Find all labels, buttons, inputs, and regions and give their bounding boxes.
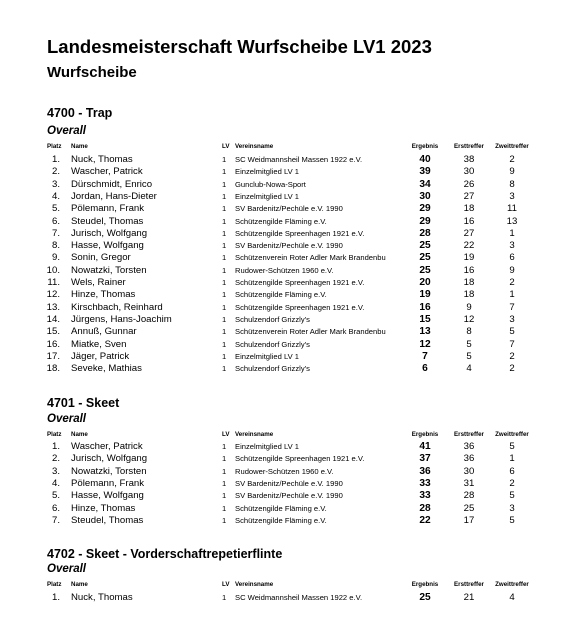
column-header-verein: Vereinsname (235, 581, 274, 588)
section-subtitle: Overall (47, 125, 86, 137)
cell-zweit: 8 (509, 178, 515, 190)
cell-erst: 5 (466, 350, 472, 362)
cell-name: Nuck, Thomas (71, 592, 133, 603)
cell-zweit: 5 (509, 490, 515, 502)
cell-lv: 1 (222, 503, 227, 513)
cell-ergebnis: 25 (419, 592, 431, 603)
cell-ergebnis: 29 (419, 203, 431, 215)
column-header-lv: LV (222, 431, 230, 438)
cell-platz: 1. (51, 154, 60, 165)
cell-verein: Einzelmitglied LV 1 (235, 442, 300, 451)
column-header-row (0, 580, 576, 590)
cell-verein: SV Bardenitz/Pechüle e.V. 1990 (235, 204, 343, 214)
section-title: 4700 - Trap (47, 106, 113, 120)
cell-erst: 18 (463, 277, 475, 288)
cell-ergebnis: 33 (419, 490, 431, 502)
cell-platz: 1. (51, 441, 60, 452)
cell-ergebnis: 37 (419, 453, 431, 465)
cell-lv: 1 (222, 478, 227, 488)
column-header-platz: Platz (47, 581, 62, 588)
cell-erst: 27 (463, 190, 475, 202)
cell-ergebnis: 25 (419, 240, 431, 252)
cell-verein: Einzelmitglied LV 1 (235, 167, 300, 177)
cell-ergebnis: 40 (419, 154, 431, 165)
cell-verein: SC Weidmannsheil Massen 1922 e.V. (235, 155, 363, 164)
section-title: 4701 - Skeet (47, 396, 120, 410)
cell-ergebnis: 16 (419, 301, 431, 313)
table-row (0, 203, 576, 215)
cell-ergebnis: 15 (419, 313, 431, 325)
cell-name: Hinze, Thomas (71, 289, 136, 301)
column-header-zweit: Zweittreffer (495, 581, 529, 588)
cell-name: Jurisch, Wolfgang (71, 227, 148, 239)
cell-name: Hinze, Thomas (71, 502, 136, 514)
cell-lv: 1 (222, 155, 227, 164)
table-row (0, 503, 576, 515)
table-row (0, 265, 576, 277)
cell-verein: Schützengilde Fläming e.V. (235, 216, 327, 226)
cell-ergebnis: 34 (419, 178, 431, 190)
cell-verein: SV Bardenitz/Pechüle e.V. 1990 (235, 241, 343, 251)
cell-verein: Gunclub-Nowa-Sport (235, 179, 306, 189)
cell-verein: Schützengilde Spreenhagen 1921 e.V. (235, 278, 365, 287)
table-row (0, 326, 576, 338)
table-row (0, 314, 576, 326)
cell-zweit: 1 (509, 227, 515, 239)
cell-zweit: 3 (509, 240, 515, 252)
cell-lv: 1 (222, 191, 227, 201)
cell-erst: 21 (463, 592, 475, 603)
cell-platz: 8. (51, 240, 60, 252)
cell-verein: Schützengilde Fläming e.V. (235, 290, 327, 300)
cell-lv: 1 (222, 228, 227, 238)
column-header-erst: Ersttreffer (454, 581, 484, 588)
cell-lv: 1 (222, 442, 227, 451)
cell-verein: Rudower-Schützen 1960 e.V. (235, 466, 334, 476)
cell-erst: 17 (463, 514, 475, 526)
cell-lv: 1 (222, 302, 227, 312)
cell-erst: 19 (463, 252, 475, 264)
cell-zweit: 5 (509, 326, 515, 338)
column-header-verein: Vereinsname (235, 431, 274, 438)
cell-ergebnis: 30 (419, 190, 431, 202)
table-row (0, 466, 576, 478)
cell-name: Seveke, Mathias (71, 363, 142, 375)
cell-lv: 1 (222, 204, 227, 214)
cell-platz: 11. (47, 277, 60, 288)
table-row (0, 240, 576, 252)
cell-platz: 13. (46, 301, 60, 313)
cell-verein: Rudower-Schützen 1960 e.V. (235, 265, 334, 275)
cell-name: Jürgens, Hans-Joachim (71, 313, 172, 325)
cell-name: Nowatzki, Torsten (71, 264, 147, 276)
cell-zweit: 1 (509, 453, 515, 465)
cell-name: Wascher, Patrick (71, 166, 143, 178)
column-header-lv: LV (222, 581, 230, 588)
cell-verein: Schützenverein Roter Adler Mark Brandenbu (235, 253, 386, 263)
cell-lv: 1 (222, 364, 227, 374)
page-subtitle: Wurfscheibe (47, 64, 137, 81)
cell-platz: 2. (51, 166, 60, 178)
cell-zweit: 3 (509, 502, 515, 514)
column-header-zweit: Zweittreffer (495, 431, 529, 438)
cell-name: Jäger, Patrick (71, 350, 130, 362)
cell-erst: 12 (463, 313, 475, 325)
cell-platz: 1. (51, 592, 60, 603)
column-header-name: Name (71, 431, 88, 438)
section-subtitle: Overall (47, 563, 86, 575)
cell-name: Pölemann, Frank (71, 203, 145, 215)
cell-erst: 31 (463, 477, 475, 489)
cell-platz: 18. (46, 363, 60, 375)
column-header-row (0, 430, 576, 440)
column-header-zweit: Zweittreffer (495, 143, 529, 150)
cell-lv: 1 (222, 327, 227, 337)
cell-lv: 1 (222, 241, 227, 251)
cell-lv: 1 (222, 314, 227, 324)
cell-erst: 16 (463, 264, 475, 276)
cell-name: Dürschmidt, Enrico (71, 178, 153, 190)
cell-platz: 6. (51, 215, 60, 227)
table-row (0, 515, 576, 527)
cell-zweit: 9 (509, 166, 515, 178)
cell-erst: 18 (463, 203, 475, 215)
table-row (0, 441, 576, 453)
cell-name: Jordan, Hans-Dieter (71, 190, 157, 202)
cell-verein: SC Weidmannsheil Massen 1922 e.V. (235, 593, 363, 602)
column-header-verein: Vereinsname (235, 143, 274, 150)
cell-verein: Schulzendorf Grizzly's (235, 314, 310, 324)
cell-platz: 3. (51, 465, 60, 477)
table-row (0, 252, 576, 264)
cell-erst: 30 (463, 166, 475, 178)
cell-platz: 9. (51, 252, 60, 264)
cell-ergebnis: 39 (419, 166, 431, 178)
section-title: 4702 - Skeet - Vorderschaftrepetierflinte (47, 547, 283, 561)
cell-verein: Schützengilde Spreenhagen 1921 e.V. (235, 302, 365, 312)
cell-zweit: 2 (509, 277, 515, 288)
table-row (0, 351, 576, 363)
cell-name: Miatke, Sven (71, 338, 127, 350)
cell-verein: Einzelmitglied LV 1 (235, 191, 300, 201)
cell-ergebnis: 25 (419, 264, 431, 276)
cell-erst: 18 (463, 289, 475, 301)
cell-verein: Schützengilde Fläming e.V. (235, 515, 327, 525)
cell-platz: 4. (51, 190, 60, 202)
cell-name: Steudel, Thomas (71, 215, 144, 227)
cell-zweit: 7 (509, 301, 515, 313)
cell-platz: 17. (46, 350, 60, 362)
cell-name: Pölemann, Frank (71, 477, 145, 489)
cell-verein: SV Bardenitz/Pechüle e.V. 1990 (235, 478, 343, 488)
cell-zweit: 9 (509, 264, 515, 276)
cell-verein: Schulzendorf Grizzly's (235, 339, 310, 349)
cell-platz: 14. (46, 313, 60, 325)
cell-lv: 1 (222, 351, 227, 361)
cell-name: Wascher, Patrick (71, 441, 143, 452)
cell-ergebnis: 22 (419, 514, 431, 526)
cell-zweit: 2 (509, 154, 515, 165)
cell-platz: 5. (51, 203, 60, 215)
cell-erst: 4 (466, 363, 472, 375)
cell-ergebnis: 13 (419, 326, 431, 338)
cell-platz: 10. (46, 264, 60, 276)
cell-verein: Schützengilde Fläming e.V. (235, 503, 327, 513)
cell-verein: Einzelmitglied LV 1 (235, 351, 300, 361)
column-header-erst: Ersttreffer (454, 143, 484, 150)
cell-name: Nowatzki, Torsten (71, 465, 147, 477)
cell-name: Kirschbach, Reinhard (71, 301, 163, 313)
page-title: Landesmeisterschaft Wurfscheibe LV1 2023 (47, 36, 432, 57)
cell-name: Annuß, Gunnar (71, 326, 137, 338)
table-row (0, 228, 576, 240)
cell-erst: 28 (463, 490, 475, 502)
table-row (0, 216, 576, 228)
cell-verein: Schützengilde Spreenhagen 1921 e.V. (235, 228, 365, 238)
table-row (0, 277, 576, 289)
cell-lv: 1 (222, 179, 227, 189)
cell-ergebnis: 36 (419, 465, 431, 477)
cell-zweit: 13 (506, 215, 518, 227)
section-subtitle: Overall (47, 413, 86, 425)
cell-name: Wels, Rainer (71, 277, 126, 288)
cell-platz: 7. (51, 514, 60, 526)
table-row (0, 302, 576, 314)
cell-zweit: 3 (509, 190, 515, 202)
cell-erst: 9 (466, 301, 472, 313)
cell-platz: 16. (46, 338, 60, 350)
cell-ergebnis: 19 (419, 289, 431, 301)
column-header-erst: Ersttreffer (454, 431, 484, 438)
cell-ergebnis: 28 (419, 227, 431, 239)
cell-ergebnis: 28 (419, 502, 431, 514)
cell-lv: 1 (222, 454, 227, 464)
cell-lv: 1 (222, 515, 227, 525)
cell-erst: 8 (466, 326, 472, 338)
cell-name: Sonin, Gregor (71, 252, 131, 264)
table-row (0, 191, 576, 203)
cell-erst: 27 (463, 227, 475, 239)
column-header-name: Name (71, 581, 88, 588)
cell-platz: 5. (51, 490, 60, 502)
cell-lv: 1 (222, 593, 227, 602)
cell-ergebnis: 7 (422, 350, 428, 362)
cell-lv: 1 (222, 216, 227, 226)
cell-name: Jurisch, Wolfgang (71, 453, 148, 465)
table-row (0, 478, 576, 490)
table-row (0, 592, 576, 604)
column-header-row (0, 142, 576, 152)
cell-zweit: 3 (509, 313, 515, 325)
cell-ergebnis: 25 (419, 252, 431, 264)
table-row (0, 154, 576, 166)
cell-zweit: 2 (509, 350, 515, 362)
cell-name: Steudel, Thomas (71, 514, 144, 526)
cell-erst: 16 (463, 215, 475, 227)
cell-zweit: 2 (509, 363, 515, 375)
cell-platz: 2. (51, 453, 60, 465)
cell-erst: 22 (463, 240, 475, 252)
cell-lv: 1 (222, 491, 227, 501)
cell-ergebnis: 41 (419, 441, 431, 452)
cell-erst: 36 (463, 441, 475, 452)
table-row (0, 363, 576, 375)
cell-erst: 25 (463, 502, 475, 514)
cell-zweit: 11 (507, 203, 517, 215)
table-row (0, 289, 576, 301)
cell-verein: Schulzendorf Grizzly's (235, 364, 310, 374)
column-header-ergebnis: Ergebnis (411, 431, 439, 438)
cell-ergebnis: 33 (419, 477, 431, 489)
cell-lv: 1 (222, 253, 227, 263)
column-header-name: Name (71, 143, 88, 150)
cell-verein: SV Bardenitz/Pechüle e.V. 1990 (235, 491, 343, 501)
cell-lv: 1 (222, 290, 227, 300)
cell-erst: 5 (466, 338, 472, 350)
cell-lv: 1 (222, 466, 227, 476)
cell-platz: 15. (46, 326, 60, 338)
cell-platz: 7. (51, 227, 60, 239)
column-header-platz: Platz (47, 431, 62, 438)
column-header-lv: LV (222, 143, 230, 150)
cell-zweit: 7 (509, 338, 515, 350)
cell-ergebnis: 6 (422, 363, 428, 375)
cell-erst: 30 (463, 465, 475, 477)
cell-verein: Schützenverein Roter Adler Mark Brandenbu (235, 327, 386, 337)
cell-name: Nuck, Thomas (71, 154, 133, 165)
cell-zweit: 2 (509, 477, 515, 489)
cell-lv: 1 (222, 265, 227, 275)
cell-zweit: 5 (509, 514, 515, 526)
cell-lv: 1 (222, 167, 227, 177)
cell-platz: 4. (51, 477, 60, 489)
column-header-platz: Platz (47, 143, 62, 150)
cell-platz: 6. (51, 502, 60, 514)
cell-ergebnis: 12 (419, 338, 431, 350)
cell-verein: Schützengilde Spreenhagen 1921 e.V. (235, 454, 365, 464)
cell-name: Hasse, Wolfgang (71, 240, 144, 252)
cell-zweit: 5 (509, 441, 515, 452)
cell-lv: 1 (222, 278, 227, 287)
cell-platz: 3. (51, 178, 60, 190)
cell-erst: 36 (463, 453, 475, 465)
cell-zweit: 6 (509, 465, 515, 477)
table-row (0, 453, 576, 465)
table-row (0, 179, 576, 191)
table-row (0, 166, 576, 178)
cell-ergebnis: 29 (419, 215, 431, 227)
cell-platz: 12. (46, 289, 60, 301)
cell-ergebnis: 20 (419, 277, 431, 288)
table-row (0, 490, 576, 502)
cell-name: Hasse, Wolfgang (71, 490, 144, 502)
cell-lv: 1 (222, 339, 227, 349)
cell-erst: 38 (463, 154, 475, 165)
cell-zweit: 6 (509, 252, 515, 264)
column-header-ergebnis: Ergebnis (411, 143, 439, 150)
cell-zweit: 4 (509, 592, 515, 603)
table-row (0, 339, 576, 351)
cell-zweit: 1 (509, 289, 515, 301)
column-header-ergebnis: Ergebnis (411, 581, 439, 588)
cell-erst: 26 (463, 178, 475, 190)
